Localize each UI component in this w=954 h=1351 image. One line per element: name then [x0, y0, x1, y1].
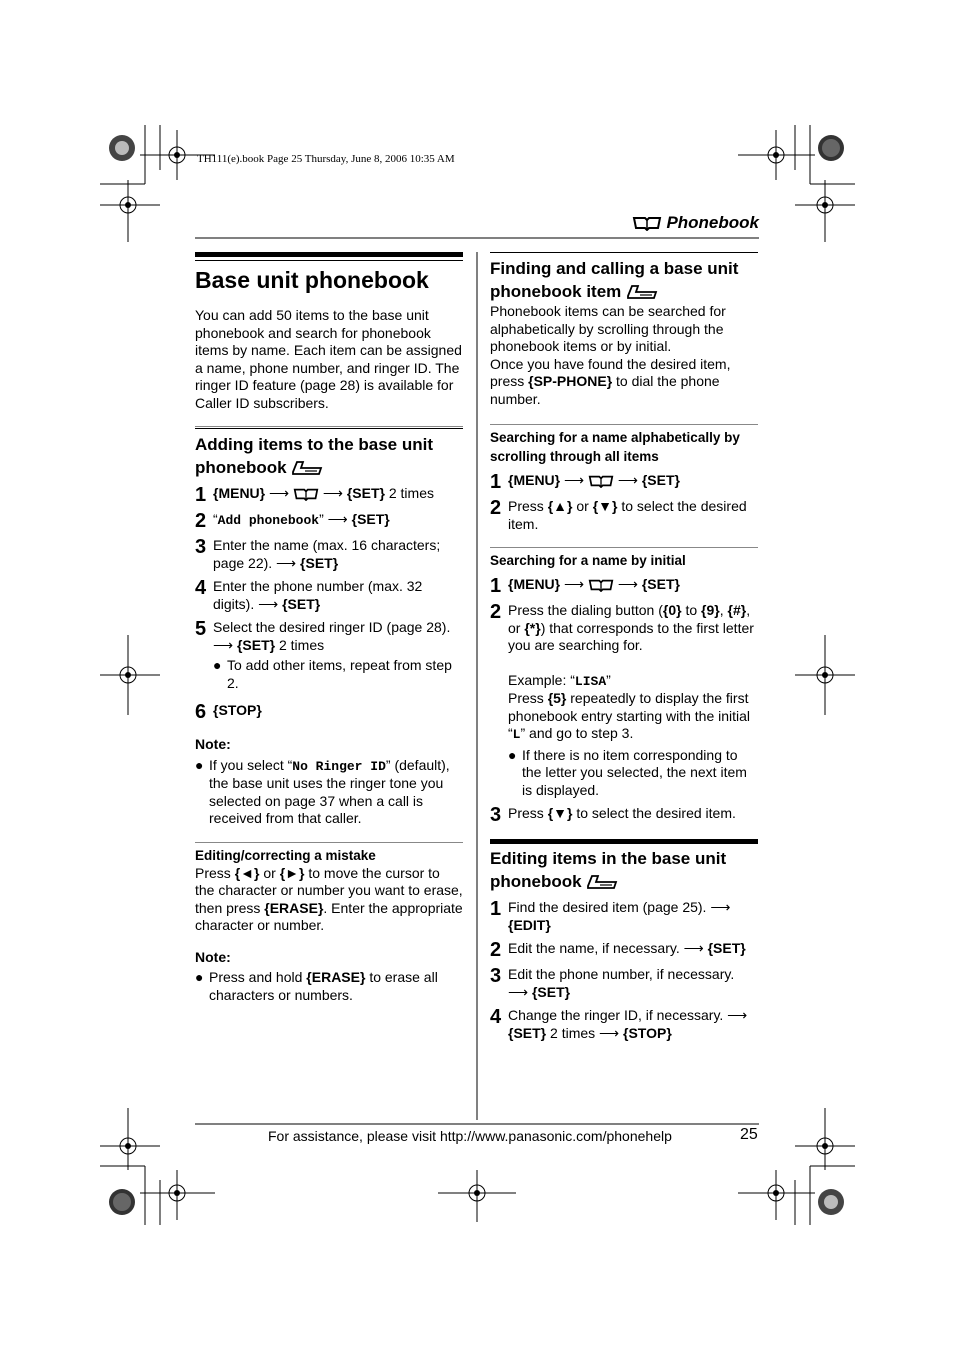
book-icon — [588, 578, 614, 592]
edit-heading: Editing items in the base unit phonebook — [490, 849, 727, 891]
adding-step-5: 5 Select the desired ringer ID (page 28). ⟶ {SET} 2 times ● To add other items, repeat from step 2. — [195, 618, 452, 691]
alpha-step-2: 2 Press {▲} or {▼} to select the desired item. — [490, 497, 747, 532]
base-unit-icon — [626, 282, 658, 300]
initial-step-2: 2 Press the dialing button ({0} to {9}, {#}, or {*}) that corresponds to the first letter you are searching for. Example: “LISA” Press {5} repeatedly to display the first phonebook entry starting with the initial “L” and go to step 3. ● If there is no item corresponding to the letter you selected, the next item is displayed. — [490, 601, 754, 798]
edit-step-4: 4 Change the ringer ID, if necessary. ⟶ {SET} 2 times ⟶ {STOP} — [490, 1006, 748, 1041]
base-unit-icon — [291, 458, 323, 476]
book-icon — [293, 487, 319, 501]
alpha-step-1: 1 {MENU} ⟶ ⟶ {SET} — [490, 471, 680, 493]
title-bar — [195, 252, 463, 257]
page-number: 25 — [740, 1126, 758, 1143]
finding-text-2: Once you have found the desired item, press {SP-PHONE} to dial the phone number. — [490, 355, 731, 407]
adding-step-1: 1 {MENU} ⟶ ⟶ {SET} 2 times — [195, 484, 434, 506]
adding-step-3: 3 Enter the name (max. 16 characters; page 22). ⟶ {SET} — [195, 536, 441, 571]
note-title-2: Note: — [195, 948, 231, 965]
note-bullet: ● If you select “No Ringer ID” (default), the base unit uses the ringer tone you selected on page 37 when a call is received from that caller. — [195, 756, 450, 826]
note-title: Note: — [195, 736, 231, 752]
book-icon — [632, 215, 662, 231]
footer-assistance: For assistance, please visit http://www.panasonic.com/phonehelp — [268, 1128, 672, 1144]
initial-heading: Searching for a name by initial — [490, 553, 686, 568]
page-title: Base unit phonebook — [195, 267, 429, 293]
note-bullet-2: ● Press and hold {ERASE} to erase all characters or numbers. — [195, 969, 438, 1003]
adding-step-4: 4 Enter the phone number (max. 32 digits). ⟶ {SET} — [195, 577, 423, 612]
initial-step-3: 3 Press {▼} to select the desired item. — [490, 804, 736, 826]
editing-mistake-text: Press {◄} or {►} to move the cursor to the character or number you want to erase, then press {ERASE}. Enter the appropriate character or number. — [195, 864, 463, 933]
initial-step-1: 1 {MENU} ⟶ ⟶ {SET} — [490, 575, 680, 597]
adding-heading: Adding items to the base unit phonebook — [195, 435, 434, 477]
finding-text-1: Phonebook items can be searched for alphabetically by scrolling through the phonebook items or by initial. — [490, 303, 726, 354]
section-header — [632, 213, 759, 233]
base-unit-icon — [586, 872, 618, 890]
print-header: TH111(e).book Page 25 Thursday, June 8, 2006 10:35 AM — [197, 153, 455, 165]
book-icon — [588, 474, 614, 488]
adding-step-6: 6 {STOP} — [195, 701, 262, 723]
right-column — [490, 252, 758, 1042]
editing-mistake-heading: Editing/correcting a mistake — [195, 847, 376, 863]
intro-paragraph: You can add 50 items to the base unit phonebook and search for phonebook items by name. Each item can be assigned a name, phone number, and ringer ID. The ringer ID feature (page 28) is available for Caller ID subscribers. — [195, 307, 462, 411]
section-header-label: Phonebook — [666, 213, 759, 232]
edit-step-2: 2 Edit the name, if necessary. ⟶ {SET} — [490, 939, 746, 961]
alpha-heading: Searching for a name alphabetically by scrolling through all items — [490, 430, 740, 464]
finding-heading: Finding and calling a base unit phonebook item — [490, 259, 739, 301]
left-column — [195, 252, 463, 1004]
adding-step-2: 2 “Add phonebook” ⟶ {SET} — [195, 510, 390, 532]
edit-step-3: 3 Edit the phone number, if necessary. ⟶ {SET} — [490, 965, 735, 1000]
edit-step-1: 1 Find the desired item (page 25). ⟶ {EDIT} — [490, 898, 731, 933]
